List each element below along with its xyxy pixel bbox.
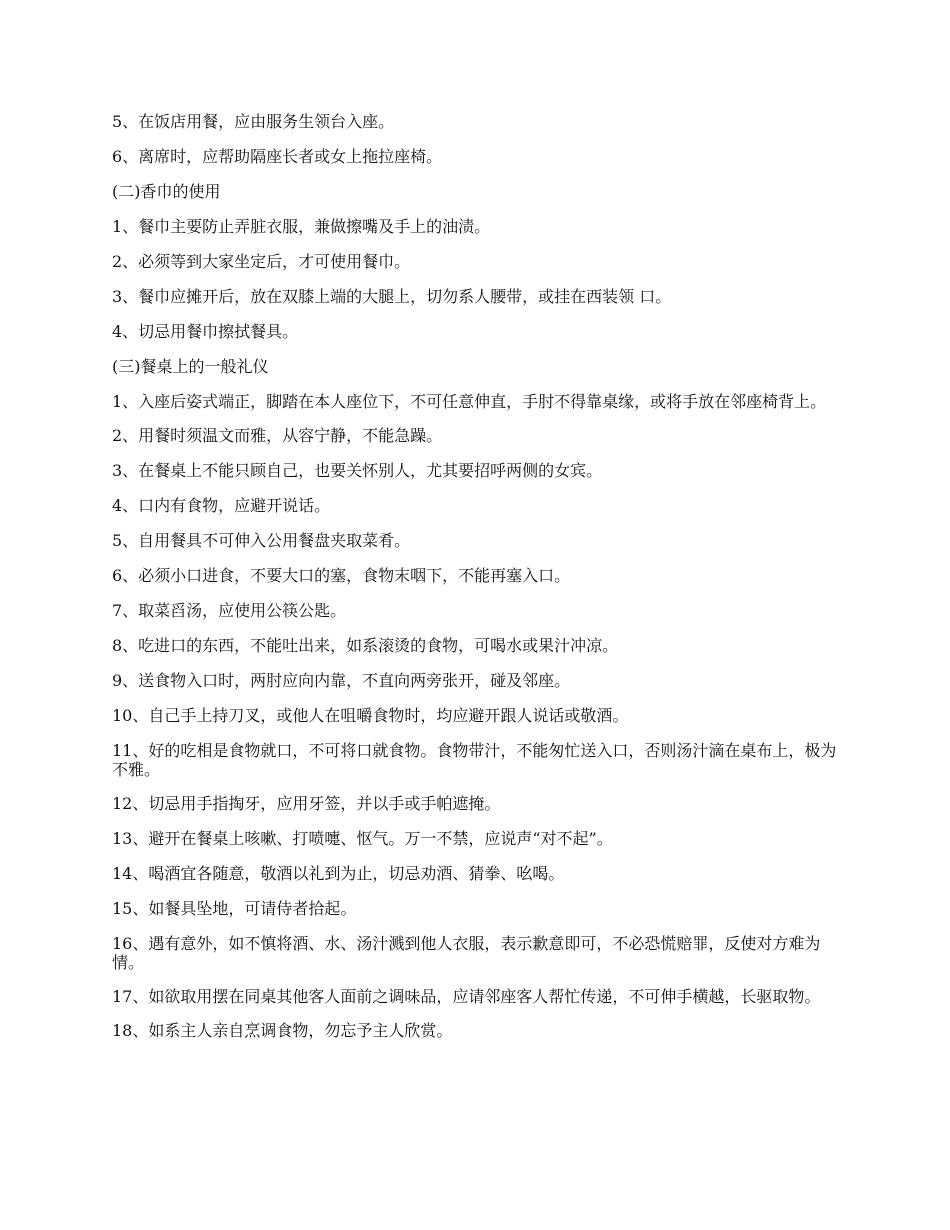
section-heading: (二)香巾的使用 bbox=[112, 182, 221, 201]
paragraph: 6、必须小口进食，不要大口的塞，食物末咽下，不能再塞入口。 bbox=[112, 566, 571, 585]
paragraph: 16、遇有意外，如不慎将酒、水、汤汁溅到他人衣服，表示歉意即可，不必恐慌赔罪，反使对方难为情。 bbox=[112, 934, 821, 972]
paragraph: 3、在餐桌上不能只顾自己，也要关怀别人，尤其要招呼两侧的女宾。 bbox=[112, 461, 603, 480]
section-heading: (三)餐桌上的一般礼仪 bbox=[112, 357, 269, 376]
paragraph: 6、离席时，应帮助隔座长者或女上拖拉座椅。 bbox=[112, 147, 443, 166]
paragraph: 7、取菜舀汤，应使用公筷公匙。 bbox=[112, 601, 347, 620]
paragraph: 17、如欲取用摆在同桌其他客人面前之调味品，应请邻座客人帮忙传递，不可伸手横越，长驱取物。 bbox=[112, 987, 821, 1006]
paragraph: 12、切忌用手指掏牙，应用牙签，并以手或手帕遮掩。 bbox=[112, 794, 501, 813]
paragraph: 9、送食物入口时，两肘应向内靠，不直向两旁张开，碰及邻座。 bbox=[112, 671, 571, 690]
paragraph: 4、切忌用餐巾擦拭餐具。 bbox=[112, 322, 299, 341]
paragraph: 5、在饭店用餐，应由服务生领台入座。 bbox=[112, 112, 395, 131]
document-page bbox=[112, 112, 838, 1056]
paragraph: 14、喝酒宜各随意，敬酒以礼到为止，切忌劝酒、猜拳、吆喝。 bbox=[112, 864, 565, 883]
paragraph: 18、如系主人亲自烹调食物，勿忘予主人欣赏。 bbox=[112, 1021, 453, 1040]
paragraph: 2、用餐时须温文而雅，从容宁静，不能急躁。 bbox=[112, 426, 443, 445]
paragraph: 4、口内有食物，应避开说话。 bbox=[112, 496, 331, 515]
paragraph: 10、自己手上持刀叉，或他人在咀嚼食物时，均应避开跟人说话或敬酒。 bbox=[112, 706, 629, 725]
paragraph: 2、必须等到大家坐定后，才可使用餐巾。 bbox=[112, 252, 411, 271]
paragraph: 15、如餐具坠地，可请侍者拾起。 bbox=[112, 899, 357, 918]
paragraph: 5、自用餐具不可伸入公用餐盘夹取菜肴。 bbox=[112, 531, 411, 550]
paragraph: 13、避开在餐桌上咳嗽、打喷嚏、怄气。万一不禁，应说声“对不起”。 bbox=[112, 829, 613, 848]
paragraph: 3、餐巾应摊开后，放在双膝上端的大腿上，切勿系人腰带，或挂在西装领 口。 bbox=[112, 287, 672, 306]
paragraph: 1、入座后姿式端正，脚踏在本人座位下，不可任意伸直，手肘不得靠桌缘，或将手放在邻座椅背上。 bbox=[112, 392, 827, 411]
paragraph: 1、餐巾主要防止弄脏衣服，兼做擦嘴及手上的油渍。 bbox=[112, 217, 491, 236]
paragraph: 11、好的吃相是食物就口，不可将口就食物。食物带汁，不能匆忙送入口，否则汤汁滴在桌布上，极为不雅。 bbox=[112, 741, 837, 779]
paragraph: 8、吃进口的东西，不能吐出来，如系滚烫的食物，可喝水或果汁冲凉。 bbox=[112, 636, 619, 655]
